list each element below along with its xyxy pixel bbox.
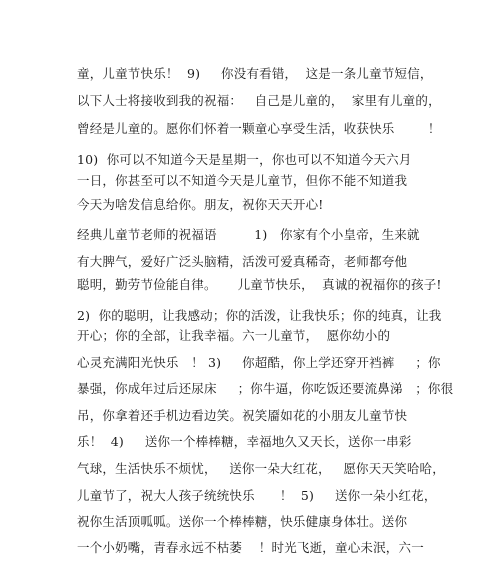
text-line: 10) 你可以不知道今天是星期一，你也可以不知道今天六月 [77,152,412,167]
text-line: 2) 你的聪明，让我感动；你的活泼，让我快乐；你的纯真，让我 [77,308,442,323]
text-line: 一日，你甚至可以不知道今天是儿童节，但你不能不知道我 [77,173,408,188]
text-line: 曾经是儿童的。愿你们怀着一颗童心享受生活，收获快乐 ！ [77,121,441,136]
text-line: 儿童节了，祝大人孩子统统快乐 ！ 5) 送你一朵小红花， [77,488,437,503]
text-line: 吊，你拿着还手机边看边笑。祝笑靥如花的小朋友儿童节快 [77,408,408,423]
text-line: 暴强，你成年过后还尿床 ；你牛逼，你吃饭还要流鼻涕 ；你很 [77,381,454,396]
text-line: 气球，生活快乐不烦忧， 送你一朵大红花， 愿你天天笑哈哈， [77,461,445,476]
text-line: 童，儿童节快乐！ 9) 你没有看错， 这是一条儿童节短信， [77,66,433,81]
text-line: 心灵充满阳光快乐 ！ 3) 你超酷，你上学还穿开裆裤 ；你 [77,355,441,370]
text-line: 一个小奶嘴，青春永远不枯萎 ！时光飞逝，童心未泯，六一 [77,540,424,555]
text-line: 开心；你的全部，让我幸福。六一儿童节， 愿你幼小的 [77,328,391,343]
text-line: 有大脾气，爱好广泛头脑精，活泼可爱真稀奇，老师都夸他 [77,254,408,269]
text-line: 以下人士将接收到我的祝福： 自己是儿童的， 家里有儿童的， [77,93,441,108]
text-line: 聪明，勤劳节俭能自律。 儿童节快乐， 真诚的祝福你的孩子! [77,277,442,292]
text-line: 今天为啥发信息给你。朋友，祝你天天开心! [77,197,324,212]
text-line: 乐！ 4) 送你一个棒棒糖，幸福地久又天长，送你一串彩 [77,434,412,449]
text-line: 祝你生活顶呱呱。送你一个棒棒糖，快乐健康身体壮。送你 [77,514,408,529]
text-line: 经典儿童节老师的祝福语 1) 你家有个小皇帝，生来就 [77,227,420,242]
